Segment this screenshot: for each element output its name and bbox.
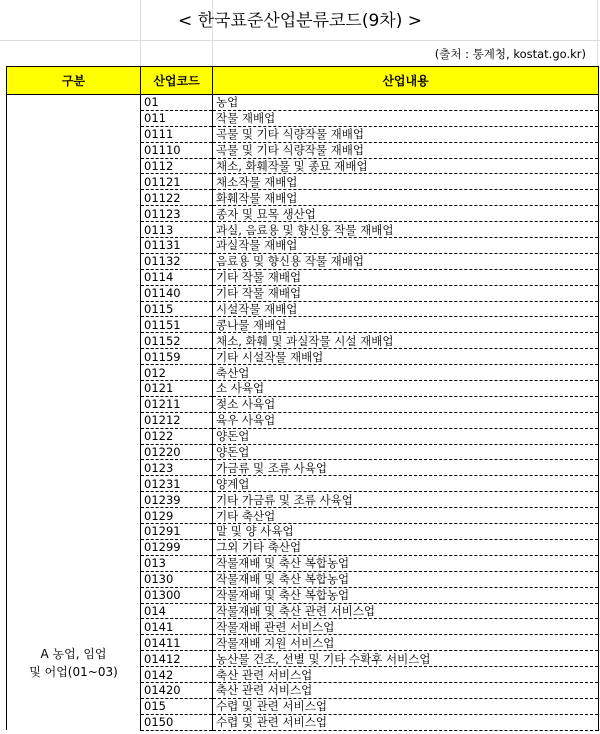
- category-label-line1: A 농업, 임업: [40, 646, 107, 661]
- description-cell[interactable]: 음료용 및 향신용 작물 재배업: [213, 253, 599, 269]
- code-cell[interactable]: 0112: [141, 158, 213, 174]
- code-cell[interactable]: 01122: [141, 190, 213, 206]
- code-cell[interactable]: 0115: [141, 301, 213, 317]
- description-cell[interactable]: 기타 작물 재배업: [213, 269, 599, 285]
- header-category[interactable]: 구분: [7, 67, 141, 95]
- code-cell[interactable]: 01110: [141, 142, 213, 158]
- page-title: < 한국표준산업분류코드(9차) >: [177, 11, 423, 31]
- description-cell[interactable]: 농업: [213, 95, 599, 111]
- description-cell[interactable]: 말 및 양 사육업: [213, 524, 599, 540]
- description-cell[interactable]: 화훼작물 재배업: [213, 190, 599, 206]
- code-cell[interactable]: 01152: [141, 333, 213, 349]
- description-cell[interactable]: 콩나물 재배업: [213, 317, 599, 333]
- source-note: (출처 : 통계청, kostat.go.kr): [434, 47, 586, 61]
- description-cell[interactable]: 양돈업: [213, 428, 599, 444]
- code-cell[interactable]: 01239: [141, 492, 213, 508]
- code-cell[interactable]: 01121: [141, 174, 213, 190]
- code-cell[interactable]: 01212: [141, 412, 213, 428]
- description-cell[interactable]: 종자 및 묘목 생산업: [213, 206, 599, 222]
- code-cell[interactable]: 0113: [141, 222, 213, 238]
- description-cell[interactable]: 가금류 및 조류 사육업: [213, 460, 599, 476]
- description-cell[interactable]: 곡물 및 기타 식량작물 재배업: [213, 126, 599, 142]
- description-cell[interactable]: 과실작물 재배업: [213, 238, 599, 254]
- code-cell[interactable]: 01: [141, 95, 213, 111]
- code-cell[interactable]: 01159: [141, 349, 213, 365]
- category-label-line2: 및 어업(01~03): [29, 664, 118, 679]
- code-cell[interactable]: 0111: [141, 126, 213, 142]
- code-cell[interactable]: 01140: [141, 285, 213, 301]
- code-cell[interactable]: 015: [141, 698, 213, 714]
- description-cell[interactable]: 작물재배 및 축산 복합농업: [213, 587, 599, 603]
- code-cell[interactable]: 01300: [141, 587, 213, 603]
- description-cell[interactable]: 젖소 사육업: [213, 396, 599, 412]
- description-cell[interactable]: 채소작물 재배업: [213, 174, 599, 190]
- code-cell[interactable]: 013: [141, 555, 213, 571]
- description-cell[interactable]: 시설작물 재배업: [213, 301, 599, 317]
- code-cell[interactable]: 012: [141, 365, 213, 381]
- industry-code-table: [6, 66, 599, 731]
- description-cell[interactable]: 축산 관련 서비스업: [213, 667, 599, 683]
- code-cell[interactable]: 0142: [141, 667, 213, 683]
- description-cell[interactable]: 기타 시설작물 재배업: [213, 349, 599, 365]
- code-cell[interactable]: 01151: [141, 317, 213, 333]
- code-cell[interactable]: 0121: [141, 381, 213, 397]
- code-cell[interactable]: 0129: [141, 508, 213, 524]
- code-cell[interactable]: 014: [141, 603, 213, 619]
- description-cell[interactable]: 채소, 화훼작물 및 종묘 재배업: [213, 158, 599, 174]
- code-cell[interactable]: 01220: [141, 444, 213, 460]
- code-cell[interactable]: 01231: [141, 476, 213, 492]
- header-code[interactable]: 산업코드: [141, 67, 213, 95]
- description-cell[interactable]: 축산 관련 서비스업: [213, 682, 599, 698]
- code-cell[interactable]: 0141: [141, 619, 213, 635]
- code-cell[interactable]: 01299: [141, 539, 213, 555]
- description-cell[interactable]: 소 사육업: [213, 381, 599, 397]
- description-cell[interactable]: 수렵 및 관련 서비스업: [213, 698, 599, 714]
- description-cell[interactable]: 작물재배 및 축산 복합농업: [213, 571, 599, 587]
- description-cell[interactable]: 육우 사육업: [213, 412, 599, 428]
- description-cell[interactable]: 작물재배 및 축산 관련 서비스업: [213, 603, 599, 619]
- category-cell[interactable]: [7, 95, 141, 731]
- code-cell[interactable]: 0114: [141, 269, 213, 285]
- description-cell[interactable]: 기타 축산업: [213, 508, 599, 524]
- description-cell[interactable]: 채소, 화훼 및 과실작물 시설 재배업: [213, 333, 599, 349]
- table-body: [7, 95, 599, 731]
- code-cell[interactable]: 01132: [141, 253, 213, 269]
- code-cell[interactable]: 0150: [141, 714, 213, 730]
- description-cell[interactable]: 수렵 및 관련 서비스업: [213, 714, 599, 730]
- table-row: [7, 95, 599, 111]
- code-cell[interactable]: 01211: [141, 396, 213, 412]
- table-header-row: [7, 67, 599, 95]
- description-cell[interactable]: 작물재배 및 축산 복합농업: [213, 555, 599, 571]
- code-cell[interactable]: 0130: [141, 571, 213, 587]
- description-cell[interactable]: 그외 기타 축산업: [213, 539, 599, 555]
- description-cell[interactable]: 기타 작물 재배업: [213, 285, 599, 301]
- grid-line: [0, 40, 600, 41]
- code-cell[interactable]: 011: [141, 110, 213, 126]
- description-cell[interactable]: 과실, 음료용 및 향신용 작물 재배업: [213, 222, 599, 238]
- code-cell[interactable]: 01131: [141, 238, 213, 254]
- header-description[interactable]: 산업내용: [213, 67, 599, 95]
- code-cell[interactable]: 01411: [141, 635, 213, 651]
- description-cell[interactable]: 작물재배 지원 서비스업: [213, 635, 599, 651]
- code-cell[interactable]: 01420: [141, 682, 213, 698]
- description-cell[interactable]: 작물재배 관련 서비스업: [213, 619, 599, 635]
- description-cell[interactable]: 축산업: [213, 365, 599, 381]
- code-cell[interactable]: 0122: [141, 428, 213, 444]
- description-cell[interactable]: 곡물 및 기타 식량작물 재배업: [213, 142, 599, 158]
- description-cell[interactable]: 작물 재배업: [213, 110, 599, 126]
- code-cell[interactable]: 01123: [141, 206, 213, 222]
- code-cell[interactable]: 0123: [141, 460, 213, 476]
- description-cell[interactable]: 기타 가금류 및 조류 사육업: [213, 492, 599, 508]
- description-cell[interactable]: 양돈업: [213, 444, 599, 460]
- code-cell[interactable]: 01412: [141, 651, 213, 667]
- description-cell[interactable]: 농산물 건조, 선별 및 기타 수확후 서비스업: [213, 651, 599, 667]
- code-cell[interactable]: 01291: [141, 524, 213, 540]
- description-cell[interactable]: 양계업: [213, 476, 599, 492]
